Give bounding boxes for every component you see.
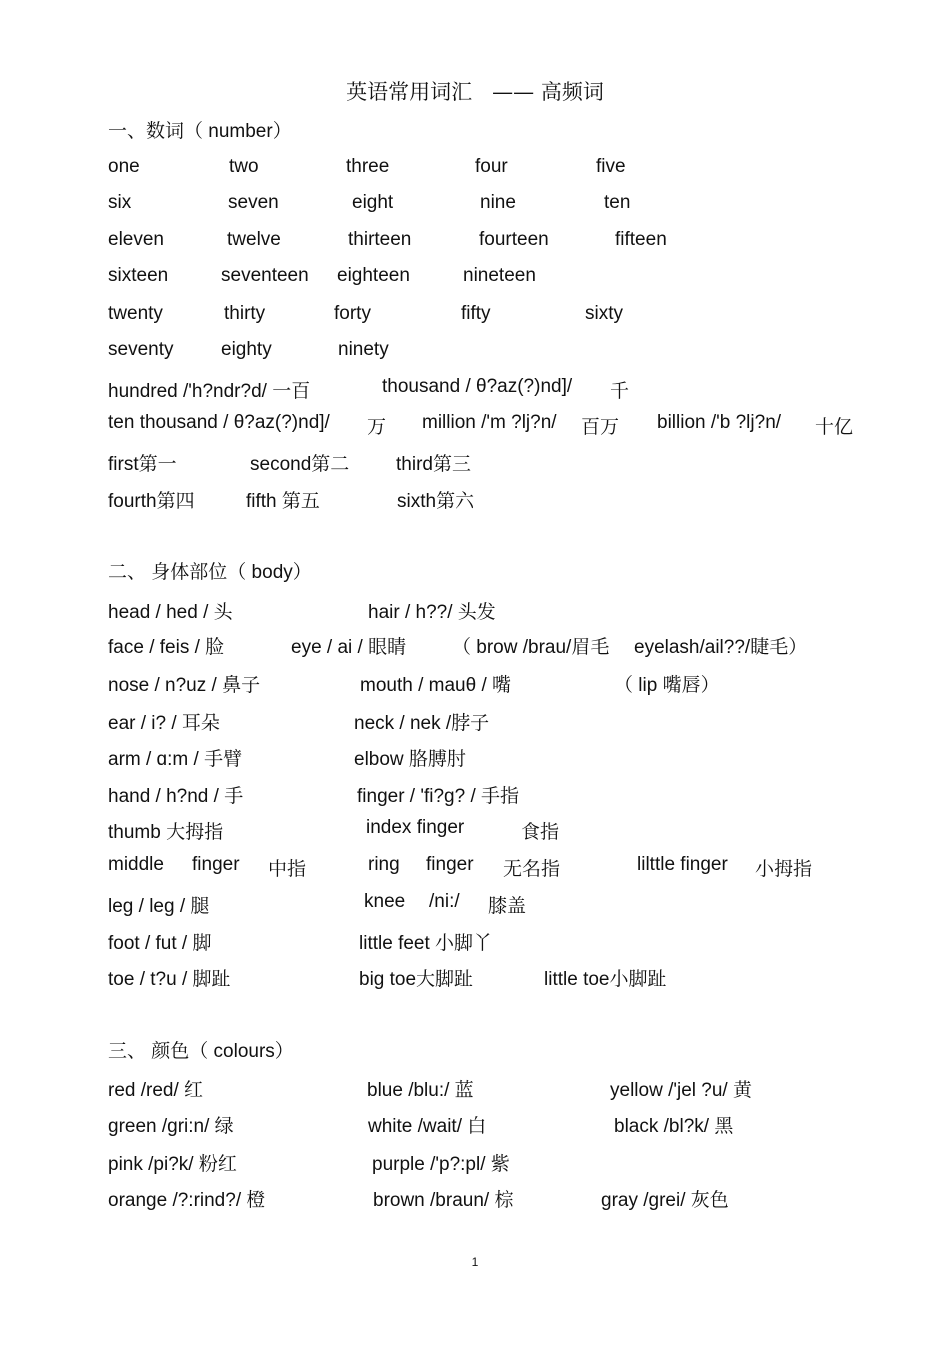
word-cell: yellow /'jel ?u/ 黄 [610,1080,752,1101]
word-row [0,339,950,369]
word-row [0,928,950,958]
word-cell: eye / ai / 眼睛 [291,637,407,658]
word-row [0,597,950,627]
word-row [0,1149,950,1179]
word-cell: hair / h??/ 头发 [368,602,496,623]
word-cell: thirteen [348,229,412,250]
word-cell: purple /'p?:pl/ 紫 [372,1154,510,1175]
word-row [0,1111,950,1141]
word-cell: nose / n?uz / 鼻子 [108,675,261,696]
word-row [0,1185,950,1215]
word-row [0,854,950,884]
word-cell: 食指 [521,822,560,843]
word-cell: face / feis / 脸 [108,637,225,658]
word-cell: thirty [224,303,266,324]
word-cell: ten thousand / θ?az(?)nd]/ [108,412,330,433]
word-cell: 中指 [268,859,307,880]
word-cell: second第二 [250,454,350,475]
word-cell: three [346,156,390,177]
word-cell: pink /pi?k/ 粉红 [108,1154,237,1175]
word-cell: little feet 小脚丫 [359,933,493,954]
word-cell: red /red/ 红 [108,1080,204,1101]
word-cell: four [475,156,508,177]
word-row [0,817,950,847]
word-cell: ring [368,854,400,875]
word-cell: green /gri:n/ 绿 [108,1116,234,1137]
word-cell: little toe小脚趾 [544,969,667,990]
word-cell: foot / fut / 脚 [108,933,212,954]
word-cell: eight [352,192,394,213]
word-row [0,303,950,333]
word-cell: seventeen [221,265,309,286]
word-cell: forty [334,303,371,324]
word-cell: black /bl?k/ 黑 [614,1116,734,1137]
word-cell: thumb 大拇指 [108,822,224,843]
page-number: 1 [471,1255,479,1269]
word-cell: third第三 [396,454,471,475]
word-cell: orange /?:rind?/ 橙 [108,1190,266,1211]
word-cell: fourth第四 [108,491,195,512]
word-cell: eyelash/ail??/睫毛） [634,637,808,658]
word-row [0,632,950,662]
word-cell: one [108,156,140,177]
word-cell: fifteen [615,229,667,250]
word-cell: 百万 [581,417,620,438]
word-cell: fifth 第五 [246,491,320,512]
word-cell: lilttle finger [637,854,728,875]
word-cell: sixth第六 [397,491,475,512]
word-cell: （ brow /brau/眉毛 [452,637,610,658]
word-cell: seven [228,192,279,213]
word-cell: billion /'b ?lj?n/ [657,412,782,433]
section-heading-numbers: 一、数词（ number） [108,121,292,142]
word-cell: brown /braun/ 棕 [373,1190,514,1211]
word-cell: mouth / mauθ / 嘴 [360,675,512,696]
word-cell: ear / i? / 耳朵 [108,713,220,734]
word-cell: ten [604,192,631,213]
word-cell: big toe大脚趾 [359,969,474,990]
word-row [0,449,950,479]
word-cell: fourteen [479,229,549,250]
word-cell: neck / nek /脖子 [354,713,490,734]
word-cell: toe / t?u / 脚趾 [108,969,231,990]
word-row [0,192,950,222]
word-cell: twenty [108,303,163,324]
word-row [0,1075,950,1105]
word-cell: ninety [338,339,389,360]
word-cell: eleven [108,229,164,250]
word-cell: arm / ɑ:m / 手臂 [108,749,243,770]
word-cell: six [108,192,132,213]
word-cell: （ lip 嘴唇） [614,675,720,696]
word-cell: knee [364,891,406,912]
word-cell: index finger [366,817,465,838]
word-cell: fifty [461,303,491,324]
word-cell: million /'m ?lj?n/ [422,412,557,433]
word-cell: five [596,156,626,177]
word-cell: 小拇指 [755,859,813,880]
word-cell: finger / 'fi?g? / 手指 [357,786,520,807]
word-row [0,229,950,259]
word-cell: eighty [221,339,272,360]
word-cell: middle [108,854,164,875]
word-cell: first第一 [108,454,177,475]
word-row [0,412,950,442]
word-cell: hand / h?nd / 手 [108,786,244,807]
word-row [0,708,950,738]
word-row [0,265,950,295]
word-cell: hundred /'h?ndr?d/ 一百 [108,381,311,402]
word-cell: head / hed / 头 [108,602,233,623]
word-row [0,376,950,406]
word-row [0,964,950,994]
word-cell: leg / leg / 腿 [108,896,210,917]
word-cell: 万 [367,417,387,438]
page-title: 英语常用词汇 —— 高频词 [346,80,604,104]
word-row [0,744,950,774]
word-row [0,891,950,921]
word-cell: nineteen [463,265,536,286]
word-cell: eighteen [337,265,410,286]
word-cell: finger [426,854,474,875]
word-cell: sixteen [108,265,169,286]
section-heading-body: 二、 身体部位（ body） [108,562,312,583]
word-cell: twelve [227,229,281,250]
word-cell: finger [192,854,240,875]
word-cell: /ni:/ [429,891,460,912]
word-cell: two [229,156,259,177]
word-row [0,781,950,811]
word-cell: 无名指 [503,859,561,880]
word-row [0,156,950,186]
word-cell: 千 [610,381,630,402]
word-cell: blue /blu:/ 蓝 [367,1080,474,1101]
word-cell: 十亿 [815,417,854,438]
word-cell: elbow 胳膊肘 [354,749,466,770]
word-cell: seventy [108,339,174,360]
word-cell: nine [480,192,516,213]
word-cell: 膝盖 [488,896,527,917]
word-cell: gray /grei/ 灰色 [601,1190,729,1211]
word-cell: thousand / θ?az(?)nd]/ [382,376,573,397]
word-cell: white /wait/ 白 [368,1116,487,1137]
section-heading-colours: 三、 颜色（ colours） [108,1041,294,1062]
word-row [0,670,950,700]
word-cell: sixty [585,303,623,324]
word-row [0,486,950,516]
